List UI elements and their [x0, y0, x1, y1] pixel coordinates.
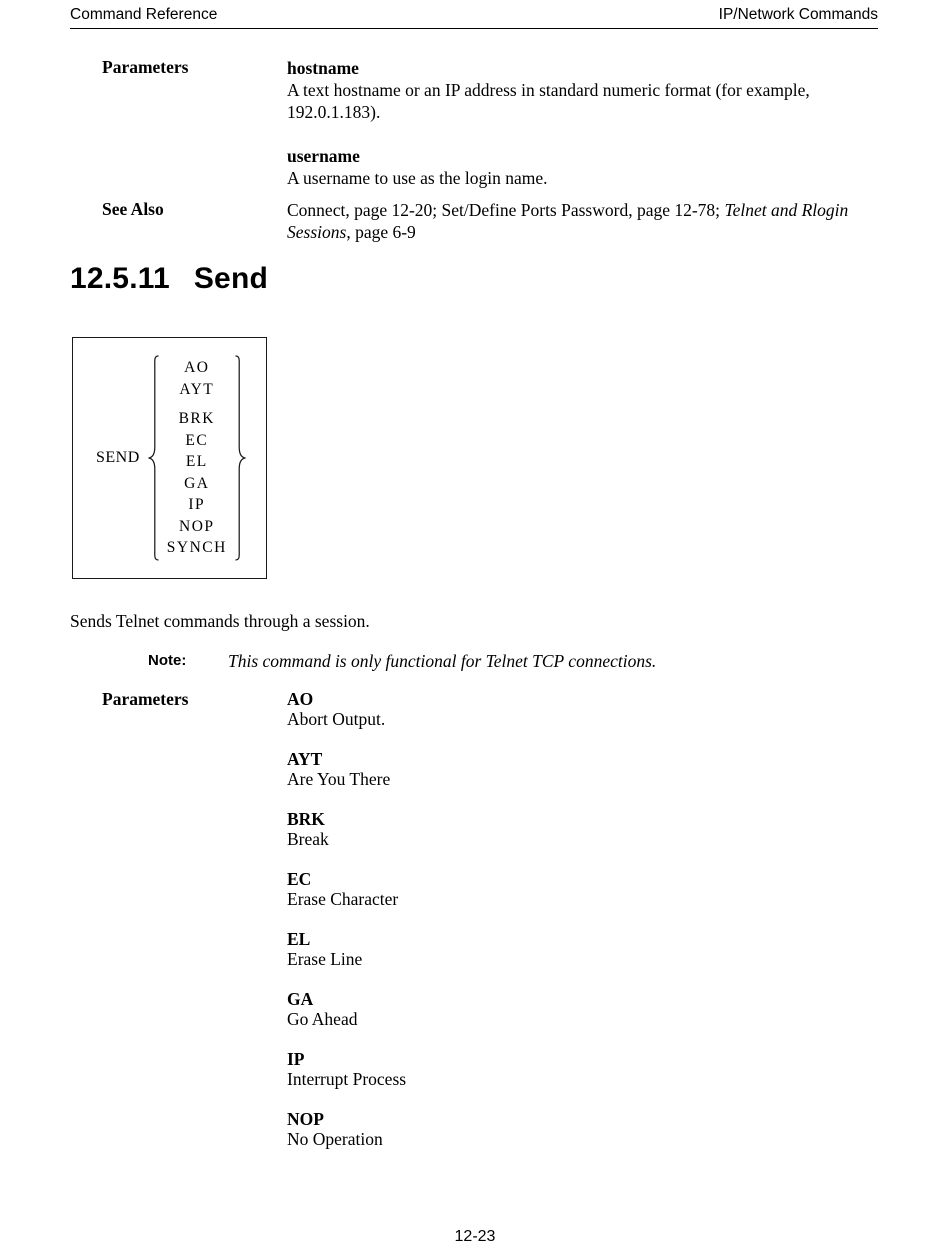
syntax-option: EC: [185, 431, 209, 449]
syntax-option: SYNCH: [166, 539, 227, 557]
param-item: [287, 869, 880, 909]
param-desc: Erase Character: [287, 889, 399, 909]
see-also-italic-ref: Telnet and Rlogin Sessions: [287, 200, 849, 242]
header-left-title: Command Reference: [70, 6, 218, 23]
page-header: [70, 6, 878, 29]
syntax-diagram-box: [72, 337, 267, 579]
page-number: 12-23: [454, 1228, 496, 1245]
parameters-block-send: [70, 689, 880, 1169]
param-term: BRK: [287, 809, 325, 829]
see-also-label: See Also: [102, 199, 164, 219]
left-brace-icon: [147, 355, 160, 561]
syntax-option: AYT: [179, 380, 215, 398]
param-term: AYT: [287, 749, 323, 769]
param-username: [287, 145, 880, 189]
param-term: EC: [287, 869, 312, 889]
parameters-label: Parameters: [102, 689, 189, 709]
param-desc: Are You There: [287, 769, 391, 789]
see-also-block: [70, 199, 880, 243]
right-brace-icon: [234, 355, 247, 561]
see-also-content: [287, 199, 880, 243]
syntax-option: GA: [184, 474, 210, 492]
param-term: hostname: [287, 58, 359, 78]
syntax-options-list: [160, 357, 234, 559]
see-also-text: Connect, page 12-20; Set/Define Ports Password, page 12-78;: [287, 200, 725, 220]
param-item: [287, 809, 880, 849]
param-desc: A username to use as the login name.: [287, 168, 548, 188]
param-desc: No Operation: [287, 1129, 383, 1149]
param-desc: Go Ahead: [287, 1009, 358, 1029]
param-item: [287, 689, 880, 729]
syntax-option: BRK: [178, 410, 215, 428]
parameters-label: Parameters: [102, 57, 189, 77]
syntax-option: AO: [184, 359, 210, 377]
param-term: AO: [287, 689, 314, 709]
param-term: GA: [287, 989, 314, 1009]
param-hostname: [287, 57, 880, 123]
param-desc: Erase Line: [287, 949, 363, 969]
param-item: [287, 929, 880, 969]
param-desc: Abort Output.: [287, 709, 386, 729]
param-term: username: [287, 146, 360, 166]
note-label: Note:: [148, 652, 187, 669]
section-title: Send: [193, 262, 268, 295]
syntax-option: EL: [185, 453, 208, 471]
note-text: This command is only functional for Telnet TCP connections.: [228, 651, 657, 671]
see-also-text-tail: , page 6-9: [346, 222, 416, 242]
syntax-command: SEND: [96, 449, 140, 466]
command-description: Sends Telnet commands through a session.: [70, 611, 370, 631]
header-right-title: IP/Network Commands: [718, 6, 878, 23]
param-term: NOP: [287, 1109, 324, 1129]
syntax-option: NOP: [179, 517, 215, 535]
param-item: [287, 989, 880, 1029]
param-desc: Break: [287, 829, 329, 849]
param-term: IP: [287, 1049, 305, 1069]
section-heading: [70, 262, 268, 296]
param-item: [287, 749, 880, 789]
param-item: [287, 1109, 880, 1149]
param-item: [287, 1049, 880, 1089]
parameters-content: [287, 57, 880, 189]
param-desc: A text hostname or an IP address in standard numeric format (for example, 192.0.1.183).: [287, 80, 810, 122]
param-desc: Interrupt Process: [287, 1069, 407, 1089]
section-number: 12.5.11: [70, 262, 170, 295]
param-term: EL: [287, 929, 311, 949]
syntax-option: IP: [188, 496, 206, 514]
note-block: [148, 651, 656, 672]
parameters-content: [287, 689, 880, 1169]
parameters-block-top: [70, 57, 880, 189]
